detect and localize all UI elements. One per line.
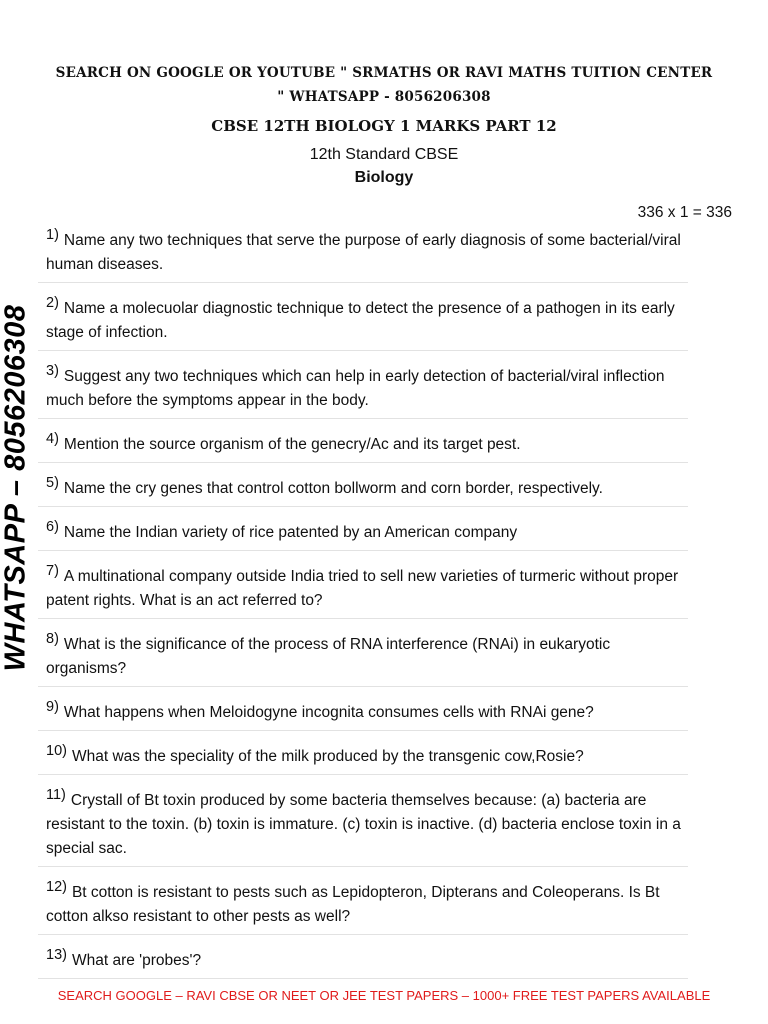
question-item [38, 297, 688, 351]
question-number: 6) [46, 519, 59, 535]
question-text: Name the cry genes that control cotton bollworm and corn border, respectively. [63, 480, 603, 497]
question-item [38, 633, 688, 687]
question-item [38, 477, 688, 507]
question-number: 10) [46, 743, 67, 759]
subject-label: Biology [354, 169, 414, 186]
marks-summary: 336 x 1 = 336 [637, 204, 732, 221]
question-text: What is the significance of the process of RNA interference (RNAi) in eukaryotic organisms? [46, 636, 611, 677]
question-text: Name a molecuolar diagnostic technique to detect the presence of a pathogen in its early stage of infection. [46, 300, 675, 341]
paper-title: CBSE 12TH BIOLOGY 1 MARKS PART 12 [211, 117, 557, 135]
question-text: Crystall of Bt toxin produced by some bacteria themselves because: (a) bacteria are resistant to the toxin. (b) toxin is immature. (c) toxin is inactive. (d) bacteria enclose toxin in a special sac. [46, 792, 681, 857]
question-item [38, 745, 688, 775]
question-item [38, 521, 688, 551]
header-promo-line-2: " WHATSAPP - 8056206308 [277, 89, 491, 105]
question-number: 12) [46, 879, 67, 895]
question-item [38, 949, 688, 979]
question-number: 4) [46, 431, 59, 447]
question-list [38, 229, 688, 993]
question-text: What happens when Meloidogyne incognita consumes cells with RNAi gene? [63, 704, 594, 721]
question-number: 9) [46, 699, 59, 715]
question-text: Name the Indian variety of rice patented by an American company [63, 524, 518, 541]
question-text: Bt cotton is resistant to pests such as Lepidopteron, Dipterans and Coleoperans. Is Bt cotton alkso resistant to other pests as well? [46, 884, 660, 925]
question-number: 3) [46, 363, 59, 379]
question-number: 8) [46, 631, 59, 647]
question-item [38, 433, 688, 463]
question-text: Mention the source organism of the genecry/Ac and its target pest. [63, 436, 521, 453]
question-number: 1) [46, 227, 59, 243]
question-item [38, 229, 688, 283]
question-text: A multinational company outside India tried to sell new varieties of turmeric without proper patent rights. What is an act referred to? [46, 568, 679, 609]
question-number: 2) [46, 295, 59, 311]
question-number: 5) [46, 475, 59, 491]
question-text: What was the speciality of the milk produced by the transgenic cow,Rosie? [71, 748, 584, 765]
question-text: Name any two techniques that serve the purpose of early diagnosis of some bacterial/viral human diseases. [46, 232, 681, 273]
question-item [38, 701, 688, 731]
question-item [38, 565, 688, 619]
standard-label: 12th Standard CBSE [309, 146, 459, 163]
question-text: Suggest any two techniques which can help in early detection of bacterial/viral inflection much before the symptoms appear in the body. [46, 368, 665, 409]
question-text: What are 'probes'? [71, 952, 202, 969]
side-watermark: WHATSAPP – 8056206308 [0, 304, 32, 672]
question-number: 7) [46, 563, 59, 579]
question-number: 11) [46, 787, 66, 803]
question-item [38, 789, 688, 867]
question-number: 13) [46, 947, 67, 963]
header-promo-line-1: SEARCH ON GOOGLE OR YOUTUBE " SRMATHS OR RAVI MATHS TUITION CENTER [55, 65, 713, 81]
question-item [38, 881, 688, 935]
footer-promo: SEARCH GOOGLE – RAVI CBSE OR NEET OR JEE TEST PAPERS – 1000+ FREE TEST PAPERS AVAILABLE [57, 988, 711, 1003]
question-item [38, 365, 688, 419]
